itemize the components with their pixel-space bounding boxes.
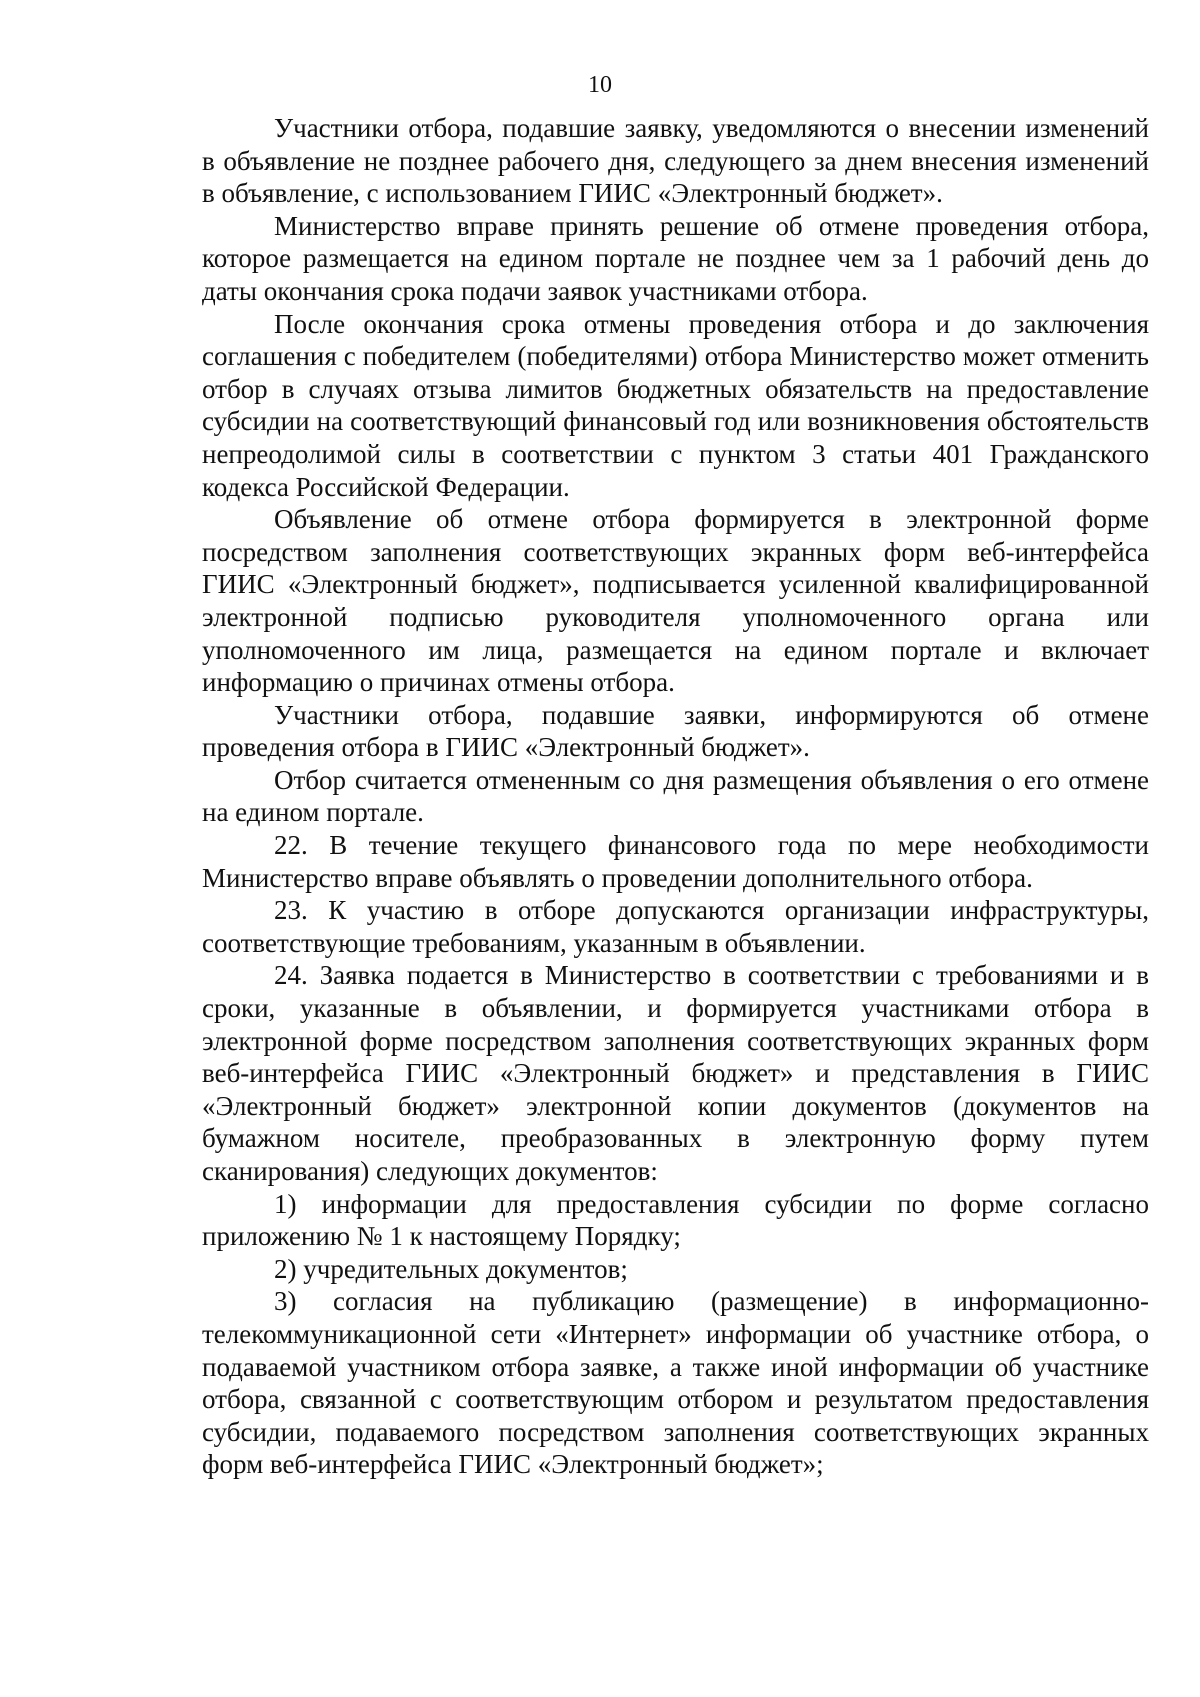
paragraph-item-24: 24. Заявка подается в Министерство в соответствии с требованиями и в сроки, указанные в объявлении, и формируется участниками отбора в электронной форме посредством заполнения соответствующих экранных форм веб-интерфейса ГИИС «Электронный бюджет» и представления в ГИИС «Электронный бюджет» электронной копии документов (документов на бумажном носителе, преобразованных в электронную форму путем сканирования) следующих документов: xyxy=(202,960,1149,1186)
paragraph-cancel-announcement: Объявление об отмене отбора формируется в электронной форме посредством заполнения соответствующих экранных форм веб-интерфейса ГИИС «Электронный бюджет», подписывается усиленной квалифицированной электронной подписью руководителя уполномоченного органа или уполномоченного им лица, размещается на едином портале и включает информацию о причинах отмены отбора. xyxy=(202,504,1149,698)
paragraph-item-23: 23. К участию в отборе допускаются организации инфраструктуры, соответствующие требованиям, указанным в объявлении. xyxy=(202,895,1149,958)
page-number: 10 xyxy=(588,72,612,98)
paragraph-item-22: 22. В течение текущего финансового года по мере необходимости Министерство вправе объявлять о проведении дополнительного отбора. xyxy=(202,830,1149,893)
paragraph-participants-notified: Участники отбора, подавшие заявку, уведомляются о внесении изменений в объявление не позднее рабочего дня, следующего за днем внесения изменений в объявление, с использованием ГИИС «Электронный бюджет». xyxy=(202,113,1149,209)
paragraph-ministry-cancel-decision: Министерство вправе принять решение об отмене проведения отбора, которое размещается на едином портале не позднее чем за 1 рабочий день до даты окончания срока подачи заявок участниками отбора. xyxy=(202,210,1149,306)
list-item-3: 3) согласия на публикацию (размещение) в информационно-телекоммуникационной сети «Интернет» информации об участнике отбора, о подаваемой участником отбора заявке, а также иной информации об участнике отбора, связанной с соответствующим отбором и результатом предоставления субсидии, подаваемого посредством заполнения соответствующих экранных форм веб-интерфейса ГИИС «Электронный бюджет»; xyxy=(202,1286,1149,1480)
paragraph-cancel-effective: Отбор считается отмененным со дня размещения объявления о его отмене на едином портале. xyxy=(202,764,1149,828)
list-item-2: 2) учредительных документов; xyxy=(274,1253,628,1284)
paragraph-participants-informed: Участники отбора, подавшие заявки, информируются об отмене проведения отбора в ГИИС «Электронный бюджет». xyxy=(202,699,1149,763)
list-item-1: 1) информации для предоставления субсидии по форме согласно приложению № 1 к настоящему Порядку; xyxy=(202,1188,1149,1252)
paragraph-cancel-conditions: После окончания срока отмены проведения отбора и до заключения соглашения с победителем (победителями) отбора Министерство может отменить отбор в случаях отзыва лимитов бюджетных обязательств на предоставление субсидии на соответствующий финансовый год или возникновения обстоятельств непреодолимой силы в соответствии с пунктом 3 статьи 401 Гражданского кодекса Российской Федерации. xyxy=(202,308,1149,502)
document-body xyxy=(202,112,1149,1481)
